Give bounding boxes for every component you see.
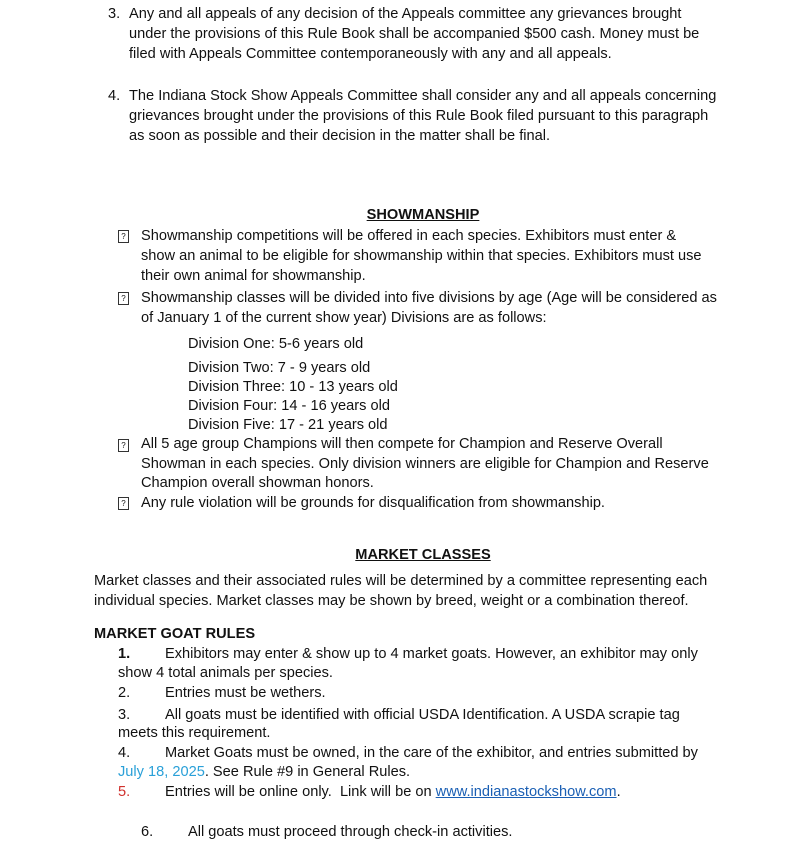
text-line: The Indiana Stock Show Appeals Committee shall consider any and all appeals concerning (129, 88, 717, 104)
text-line: under the provisions of this Rule Book shall be accompanied $500 cash. Money must be (129, 26, 700, 42)
market-classes-intro (94, 571, 707, 611)
appeals-item-number: 4. (108, 88, 121, 104)
text-line: filed with Appeals Committee contemporaneously with any and all appeals. (129, 46, 612, 62)
text-line: Showmanship classes will be divided into five divisions by age (Age will be considered as (141, 290, 717, 306)
rule-4-line-1: Market Goats must be owned, in the care of the exhibitor, and entries submitted by (165, 745, 698, 761)
rule-number: 5. (118, 784, 131, 800)
division-three: Division Three: 10 - 13 years old (188, 379, 398, 395)
rule-1-line-2: show 4 total animals per species. (118, 665, 333, 681)
division-two: Division Two: 7 - 9 years old (188, 360, 371, 376)
division-list (188, 359, 398, 435)
text-line: as soon as possible and their decision in the matter shall be final. (129, 128, 551, 144)
text-fragment: . See Rule #9 in General Rules. (204, 764, 411, 780)
rule-4-line-2 (118, 762, 410, 782)
rule-2: Entries must be wethers. (165, 685, 326, 701)
text-line: Champion overall showman honors. (141, 475, 374, 491)
division-four: Division Four: 14 - 16 years old (188, 398, 390, 414)
text-fragment: Entries will be online only. Link will be on (165, 784, 436, 800)
market-goat-rules-heading: MARKET GOAT RULES (94, 626, 256, 642)
text-line: grievances brought under the provisions of this Rule Book filed pursuant to this paragraph (129, 108, 709, 124)
text-line: their own animal for showmanship. (141, 268, 366, 284)
entry-deadline-date: July 18, 2025 (118, 764, 205, 780)
text-line: Any and all appeals of any decision of the Appeals committee any grievances brought (129, 6, 682, 22)
text-line: Showmanship competitions will be offered in each species. Exhibitors must enter & (141, 228, 677, 244)
bullet-icon: ? (118, 230, 129, 243)
rule-6: All goats must proceed through check-in activities. (188, 824, 513, 840)
rule-3-line-1: All goats must be identified with official USDA Identification. A USDA scrapie tag (165, 707, 680, 723)
showmanship-bullet-4: Any rule violation will be grounds for disqualification from showmanship. (141, 495, 605, 511)
text-line: Market classes and their associated rules will be determined by a committee representing each (94, 573, 708, 589)
text-fragment: . (616, 784, 621, 800)
showmanship-heading: SHOWMANSHIP (366, 207, 480, 223)
rule-number: 2. (118, 685, 131, 701)
rule-3-line-2: meets this requirement. (118, 725, 271, 741)
text-line: show an animal to be eligible for showmanship within that species. Exhibitors must use (141, 248, 702, 264)
text-line: Showman in each species. Only division winners are eligible for Champion and Reserve (141, 455, 709, 472)
rule-number: 1. (118, 646, 131, 662)
text-line: All 5 age group Champions will then compete for Champion and Reserve Overall (141, 436, 663, 452)
showmanship-bullet-3 (141, 435, 709, 494)
appeals-item-text (129, 86, 716, 146)
showmanship-bullet-1 (141, 226, 702, 286)
appeals-item-text (129, 4, 699, 64)
market-classes-heading: MARKET CLASSES (355, 547, 491, 563)
showmanship-bullet-2 (141, 288, 717, 328)
division-one: Division One: 5-6 years old (188, 336, 364, 352)
rule-1-line-1: Exhibitors may enter & show up to 4 market goats. However, an exhibitor may only (165, 646, 698, 662)
website-link[interactable]: www.indianastockshow.com (435, 784, 617, 800)
rule-number: 4. (118, 745, 131, 761)
bullet-icon: ? (118, 439, 129, 452)
text-line: of January 1 of the current show year) Divisions are as follows: (141, 310, 547, 326)
rule-number: 3. (118, 707, 131, 723)
appeals-item-number: 3. (108, 6, 121, 22)
rule-5 (165, 782, 621, 802)
bullet-icon: ? (118, 497, 129, 510)
division-five: Division Five: 17 - 21 years old (188, 417, 388, 433)
text-line: individual species. Market classes may be shown by breed, weight or a combination thereof. (94, 593, 689, 609)
bullet-icon: ? (118, 292, 129, 305)
rule-number: 6. (141, 824, 154, 840)
